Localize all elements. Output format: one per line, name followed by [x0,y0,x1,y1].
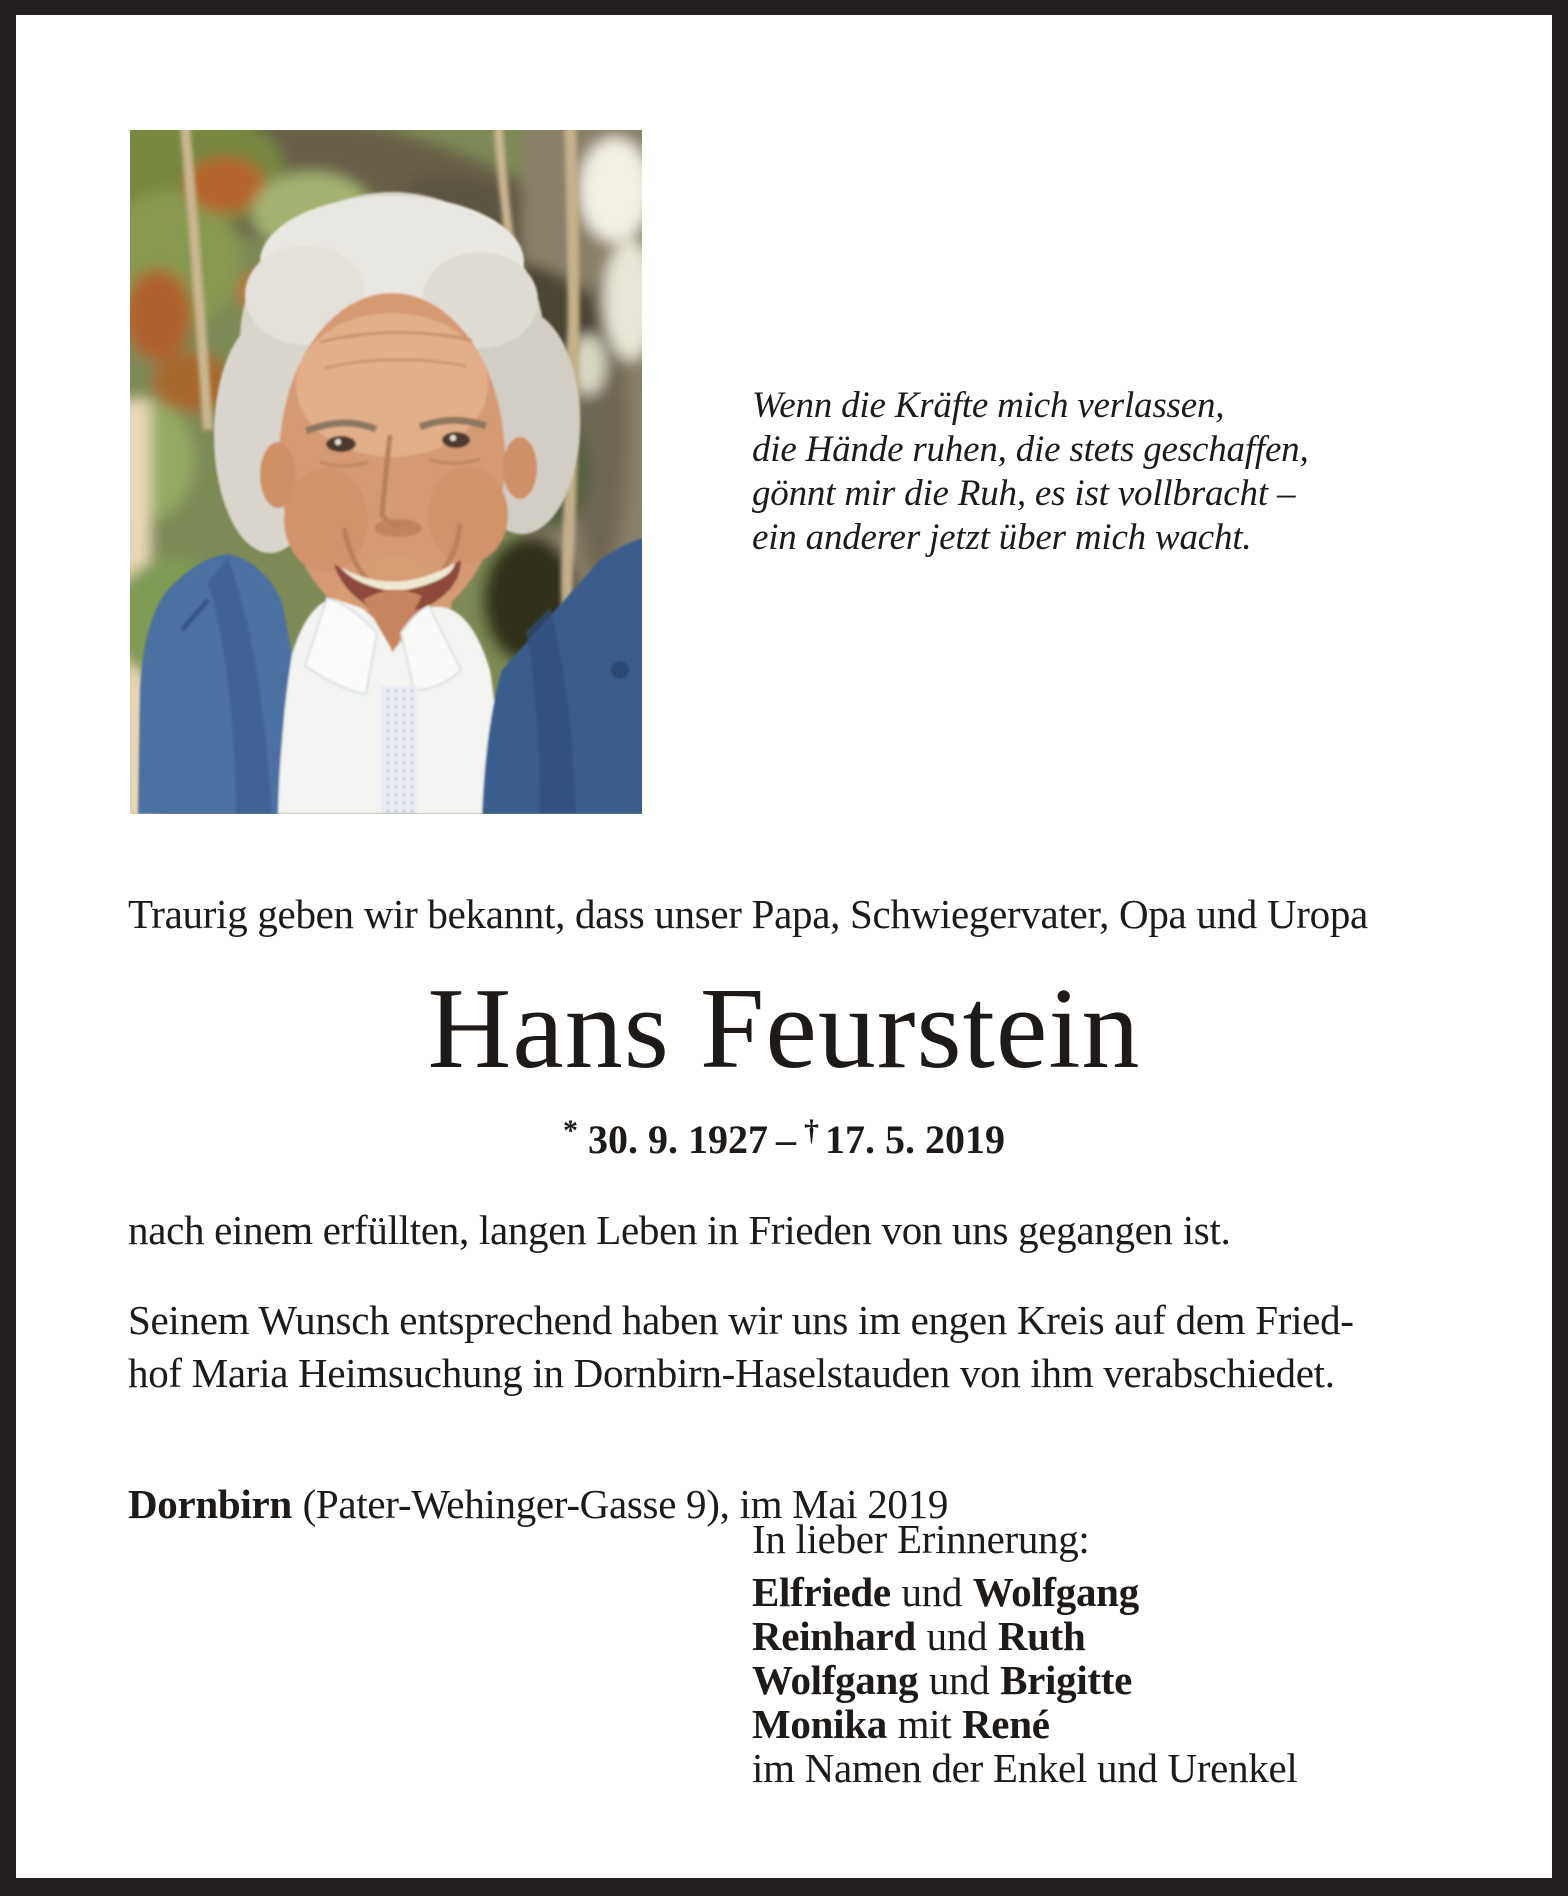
announcement-text: Traurig geben wir bekannt, dass unser Papa, Schwiegervater, Opa und Uropa [128,891,1368,937]
poem-line: gönnt mir die Ruh, es ist vollbracht – [752,473,1296,514]
mourner-connector: und [928,1657,990,1703]
mourner-connector: und [901,1569,963,1615]
dateline-rest: (Pater-Wehinger-Gasse 9), im Mai 2019 [302,1481,949,1527]
date-separator: – [776,1117,796,1162]
remembrance-footer: im Namen der Enkel und Urenkel [752,1745,1298,1791]
birth-date: 30. 9. 1927 [588,1117,768,1162]
portrait-photo-art [130,130,642,814]
mourner-name: René [962,1701,1050,1747]
memorial-poem [752,384,1309,560]
body-paragraph-2-line-2: hof Maria Heimsuchung in Dornbirn-Haselstauden von ihm verabschiedet. [128,1350,1335,1396]
remembrance-section [752,1516,1297,1790]
life-dates [0,1104,1568,1166]
mourner-name: Ruth [997,1613,1086,1659]
portrait-photo [130,130,642,814]
poem-line: die Hände ruhen, die stets geschaffen, [752,429,1309,470]
mourner-name: Brigitte [1000,1657,1133,1703]
dateline-city: Dornbirn [128,1481,292,1527]
mourner-line [752,1614,1297,1658]
mourner-name: Elfriede [752,1569,891,1615]
body-paragraph-2-line-1: Seinem Wunsch entsprechend haben wir uns im engen Kreis auf dem Fried- [128,1297,1354,1343]
mourner-name: Monika [752,1701,887,1747]
poem-line: ein anderer jetzt über mich wacht. [752,517,1252,558]
mourner-line [752,1702,1297,1746]
mourner-connector: und [926,1613,988,1659]
mourner-name: Wolfgang [972,1569,1139,1615]
deceased-name: Hans Feurstein [427,965,1141,1093]
death-date: 17. 5. 2019 [825,1117,1005,1162]
mourner-line [752,1658,1297,1702]
birth-star-symbol: * [563,1114,578,1147]
death-cross-symbol: † [804,1114,819,1147]
mourner-line [752,1570,1297,1614]
mourner-connector: mit [897,1701,952,1747]
poem-line: Wenn die Kräfte mich verlassen, [752,385,1225,426]
body-paragraph-2 [128,1294,1354,1400]
mourner-name: Reinhard [752,1613,916,1659]
mourner-name: Wolfgang [752,1657,919,1703]
remembrance-heading: In lieber Erinnerung: [752,1516,1090,1562]
body-paragraph-1: nach einem erfüllten, langen Leben in Frieden von uns gegangen ist. [128,1207,1231,1253]
